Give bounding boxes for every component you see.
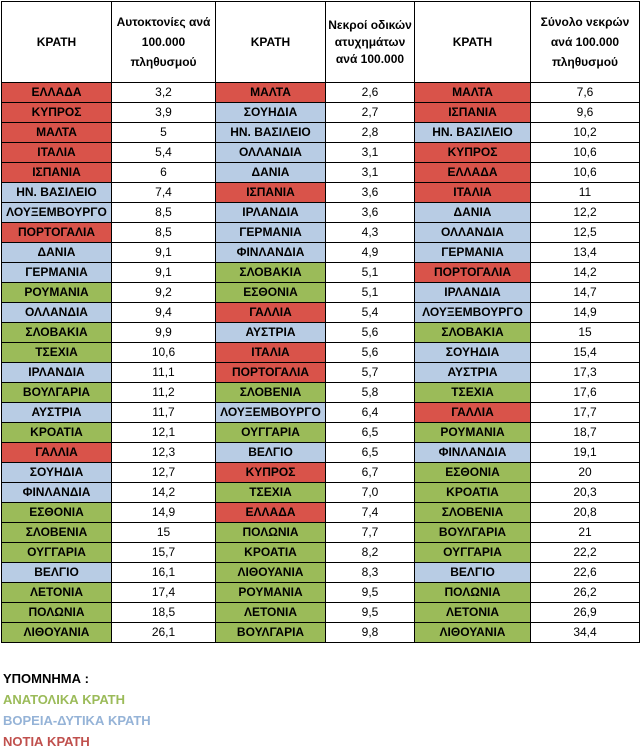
- value-cell-road-deaths: 7,4: [326, 503, 415, 523]
- table-row: [2, 583, 640, 603]
- country-cell-suicides: ΚΥΠΡΟΣ: [2, 103, 112, 123]
- country-cell-suicides: ΑΥΣΤΡΙΑ: [2, 403, 112, 423]
- table-row: [2, 423, 640, 443]
- country-cell-suicides: ΠΟΡΤΟΓΑΛΙΑ: [2, 223, 112, 243]
- value-cell-suicides: 11,7: [112, 403, 216, 423]
- value-cell-road-deaths: 3,1: [326, 143, 415, 163]
- value-cell-suicides: 9,2: [112, 283, 216, 303]
- country-cell-total-deaths: ΙΣΠΑΝΙΑ: [415, 103, 531, 123]
- country-cell-total-deaths: ΜΑΛΤΑ: [415, 83, 531, 103]
- value-cell-road-deaths: 9,5: [326, 583, 415, 603]
- value-cell-suicides: 8,5: [112, 223, 216, 243]
- value-cell-total-deaths: 19,1: [531, 443, 640, 463]
- table-row: [2, 123, 640, 143]
- value-cell-road-deaths: 4,3: [326, 223, 415, 243]
- value-cell-total-deaths: 14,9: [531, 303, 640, 323]
- value-cell-total-deaths: 15: [531, 323, 640, 343]
- country-cell-road-deaths: ΙΣΠΑΝΙΑ: [216, 183, 326, 203]
- value-cell-suicides: 5,4: [112, 143, 216, 163]
- value-cell-suicides: 26,1: [112, 623, 216, 643]
- country-cell-total-deaths: ΠΟΡΤΟΓΑΛΙΑ: [415, 263, 531, 283]
- header-suicides: Αυτοκτονίες ανά 100.000 πληθυσμού: [112, 2, 216, 83]
- country-cell-total-deaths: ΡΟΥΜΑΝΙΑ: [415, 423, 531, 443]
- value-cell-road-deaths: 7,7: [326, 523, 415, 543]
- value-cell-total-deaths: 7,6: [531, 83, 640, 103]
- country-cell-total-deaths: ΣΛΟΒΑΚΙΑ: [415, 323, 531, 343]
- table-header: [2, 2, 640, 83]
- country-cell-total-deaths: ΓΕΡΜΑΝΙΑ: [415, 243, 531, 263]
- country-cell-total-deaths: ΙΤΑΛΙΑ: [415, 183, 531, 203]
- table-row: [2, 563, 640, 583]
- value-cell-road-deaths: 5,7: [326, 363, 415, 383]
- country-cell-total-deaths: ΕΛΛΑΔΑ: [415, 163, 531, 183]
- table-row: [2, 283, 640, 303]
- value-cell-suicides: 12,1: [112, 423, 216, 443]
- value-cell-total-deaths: 14,7: [531, 283, 640, 303]
- country-cell-total-deaths: ΛΟΥΞΕΜΒΟΥΡΓΟ: [415, 303, 531, 323]
- legend: [3, 668, 151, 752]
- value-cell-road-deaths: 2,6: [326, 83, 415, 103]
- value-cell-road-deaths: 2,8: [326, 123, 415, 143]
- country-cell-road-deaths: ΛΙΘΟΥΑΝΙΑ: [216, 563, 326, 583]
- header-states-1: ΚΡΑΤΗ: [2, 2, 112, 83]
- value-cell-suicides: 11,2: [112, 383, 216, 403]
- value-cell-total-deaths: 10,6: [531, 163, 640, 183]
- value-cell-suicides: 16,1: [112, 563, 216, 583]
- value-cell-road-deaths: 9,8: [326, 623, 415, 643]
- table-row: [2, 243, 640, 263]
- table-row: [2, 463, 640, 483]
- country-cell-road-deaths: ΦΙΝΛΑΝΔΙΑ: [216, 243, 326, 263]
- value-cell-suicides: 6: [112, 163, 216, 183]
- table-row: [2, 503, 640, 523]
- country-cell-suicides: ΒΕΛΓΙΟ: [2, 563, 112, 583]
- table-row: [2, 383, 640, 403]
- table-row: [2, 303, 640, 323]
- country-cell-total-deaths: ΒΟΥΛΓΑΡΙΑ: [415, 523, 531, 543]
- value-cell-road-deaths: 2,7: [326, 103, 415, 123]
- value-cell-road-deaths: 4,9: [326, 243, 415, 263]
- value-cell-total-deaths: 20: [531, 463, 640, 483]
- value-cell-road-deaths: 5,6: [326, 343, 415, 363]
- country-cell-road-deaths: ΕΛΛΑΔΑ: [216, 503, 326, 523]
- table-row: [2, 523, 640, 543]
- country-cell-suicides: ΓΕΡΜΑΝΙΑ: [2, 263, 112, 283]
- country-cell-suicides: ΛΕΤΟΝΙΑ: [2, 583, 112, 603]
- country-cell-road-deaths: ΚΥΠΡΟΣ: [216, 463, 326, 483]
- country-cell-suicides: ΣΛΟΒΕΝΙΑ: [2, 523, 112, 543]
- country-cell-total-deaths: ΒΕΛΓΙΟ: [415, 563, 531, 583]
- value-cell-suicides: 8,5: [112, 203, 216, 223]
- value-cell-road-deaths: 6,4: [326, 403, 415, 423]
- value-cell-suicides: 3,2: [112, 83, 216, 103]
- country-cell-total-deaths: ΣΟΥΗΔΙΑ: [415, 343, 531, 363]
- country-cell-suicides: ΤΣΕΧΙΑ: [2, 343, 112, 363]
- header-states-2: ΚΡΑΤΗ: [216, 2, 326, 83]
- table-row: [2, 403, 640, 423]
- table-row: [2, 343, 640, 363]
- country-cell-total-deaths: ΚΥΠΡΟΣ: [415, 143, 531, 163]
- table-body: [2, 83, 640, 643]
- value-cell-suicides: 18,5: [112, 603, 216, 623]
- value-cell-road-deaths: 9,5: [326, 603, 415, 623]
- value-cell-suicides: 7,4: [112, 183, 216, 203]
- value-cell-road-deaths: 5,6: [326, 323, 415, 343]
- value-cell-road-deaths: 5,1: [326, 263, 415, 283]
- table-row: [2, 103, 640, 123]
- country-cell-road-deaths: ΣΛΟΒΑΚΙΑ: [216, 263, 326, 283]
- country-cell-suicides: ΡΟΥΜΑΝΙΑ: [2, 283, 112, 303]
- country-cell-suicides: ΟΛΛΑΝΔΙΑ: [2, 303, 112, 323]
- country-cell-road-deaths: ΤΣΕΧΙΑ: [216, 483, 326, 503]
- country-cell-road-deaths: ΜΑΛΤΑ: [216, 83, 326, 103]
- table-row: [2, 203, 640, 223]
- country-cell-total-deaths: ΑΥΣΤΡΙΑ: [415, 363, 531, 383]
- country-cell-total-deaths: ΔΑΝΙΑ: [415, 203, 531, 223]
- value-cell-total-deaths: 20,8: [531, 503, 640, 523]
- table-row: [2, 543, 640, 563]
- value-cell-total-deaths: 12,2: [531, 203, 640, 223]
- value-cell-total-deaths: 9,6: [531, 103, 640, 123]
- country-cell-road-deaths: ΗΝ. ΒΑΣΙΛΕΙΟ: [216, 123, 326, 143]
- country-cell-road-deaths: ΒΕΛΓΙΟ: [216, 443, 326, 463]
- value-cell-suicides: 15,7: [112, 543, 216, 563]
- value-cell-suicides: 12,3: [112, 443, 216, 463]
- country-cell-suicides: ΚΡΟΑΤΙΑ: [2, 423, 112, 443]
- country-cell-road-deaths: ΛΟΥΞΕΜΒΟΥΡΓΟ: [216, 403, 326, 423]
- country-cell-total-deaths: ΣΛΟΒΕΝΙΑ: [415, 503, 531, 523]
- value-cell-total-deaths: 34,4: [531, 623, 640, 643]
- value-cell-total-deaths: 10,6: [531, 143, 640, 163]
- country-cell-total-deaths: ΛΕΤΟΝΙΑ: [415, 603, 531, 623]
- country-cell-road-deaths: ΕΣΘΟΝΙΑ: [216, 283, 326, 303]
- country-cell-road-deaths: ΡΟΥΜΑΝΙΑ: [216, 583, 326, 603]
- header-row: [2, 2, 640, 83]
- table-row: [2, 623, 640, 643]
- country-cell-road-deaths: ΔΑΝΙΑ: [216, 163, 326, 183]
- country-cell-road-deaths: ΓΑΛΛΙΑ: [216, 303, 326, 323]
- value-cell-total-deaths: 17,7: [531, 403, 640, 423]
- legend-northwest: ΒΟΡΕΙΑ-ΔΥΤΙΚΑ ΚΡΑΤΗ: [3, 713, 151, 728]
- value-cell-total-deaths: 13,4: [531, 243, 640, 263]
- value-cell-road-deaths: 8,2: [326, 543, 415, 563]
- value-cell-road-deaths: 3,6: [326, 203, 415, 223]
- table-row: [2, 143, 640, 163]
- value-cell-total-deaths: 18,7: [531, 423, 640, 443]
- value-cell-road-deaths: 5,1: [326, 283, 415, 303]
- country-cell-total-deaths: ΠΟΛΩΝΙΑ: [415, 583, 531, 603]
- value-cell-suicides: 9,1: [112, 263, 216, 283]
- value-cell-total-deaths: 21: [531, 523, 640, 543]
- table-row: [2, 363, 640, 383]
- country-cell-suicides: ΟΥΓΓΑΡΙΑ: [2, 543, 112, 563]
- country-cell-total-deaths: ΚΡΟΑΤΙΑ: [415, 483, 531, 503]
- country-cell-total-deaths: ΦΙΝΛΑΝΔΙΑ: [415, 443, 531, 463]
- country-cell-suicides: ΕΣΘΟΝΙΑ: [2, 503, 112, 523]
- country-cell-total-deaths: ΟΥΓΓΑΡΙΑ: [415, 543, 531, 563]
- table-row: [2, 483, 640, 503]
- value-cell-total-deaths: 11: [531, 183, 640, 203]
- value-cell-road-deaths: 6,5: [326, 423, 415, 443]
- country-cell-road-deaths: ΙΡΛΑΝΔΙΑ: [216, 203, 326, 223]
- table-row: [2, 163, 640, 183]
- value-cell-suicides: 9,1: [112, 243, 216, 263]
- legend-east: ΑΝΑΤΟΛΙΚΑ ΚΡΑΤΗ: [3, 692, 125, 707]
- country-cell-total-deaths: ΗΝ. ΒΑΣΙΛΕΙΟ: [415, 123, 531, 143]
- value-cell-total-deaths: 20,3: [531, 483, 640, 503]
- value-cell-suicides: 11,1: [112, 363, 216, 383]
- country-cell-road-deaths: ΣΛΟΒΕΝΙΑ: [216, 383, 326, 403]
- table-row: [2, 263, 640, 283]
- country-cell-road-deaths: ΟΛΛΑΝΔΙΑ: [216, 143, 326, 163]
- value-cell-suicides: 9,9: [112, 323, 216, 343]
- country-cell-total-deaths: ΟΛΛΑΝΔΙΑ: [415, 223, 531, 243]
- value-cell-suicides: 12,7: [112, 463, 216, 483]
- country-cell-total-deaths: ΓΑΛΛΙΑ: [415, 403, 531, 423]
- value-cell-total-deaths: 26,2: [531, 583, 640, 603]
- value-cell-road-deaths: 3,6: [326, 183, 415, 203]
- value-cell-suicides: 9,4: [112, 303, 216, 323]
- country-cell-road-deaths: ΚΡΟΑΤΙΑ: [216, 543, 326, 563]
- header-states-3: ΚΡΑΤΗ: [415, 2, 531, 83]
- country-cell-suicides: ΣΟΥΗΔΙΑ: [2, 463, 112, 483]
- country-cell-suicides: ΕΛΛΑΔΑ: [2, 83, 112, 103]
- value-cell-total-deaths: 22,2: [531, 543, 640, 563]
- table-row: [2, 223, 640, 243]
- value-cell-total-deaths: 12,5: [531, 223, 640, 243]
- country-cell-suicides: ΒΟΥΛΓΑΡΙΑ: [2, 383, 112, 403]
- value-cell-road-deaths: 5,8: [326, 383, 415, 403]
- legend-south: ΝΟΤΙΑ ΚΡΑΤΗ: [3, 734, 90, 749]
- country-cell-road-deaths: ΟΥΓΓΑΡΙΑ: [216, 423, 326, 443]
- table-row: [2, 323, 640, 343]
- country-cell-total-deaths: ΙΡΛΑΝΔΙΑ: [415, 283, 531, 303]
- country-cell-suicides: ΙΤΑΛΙΑ: [2, 143, 112, 163]
- country-cell-suicides: ΦΙΝΛΑΝΔΙΑ: [2, 483, 112, 503]
- country-cell-road-deaths: ΣΟΥΗΔΙΑ: [216, 103, 326, 123]
- value-cell-total-deaths: 15,4: [531, 343, 640, 363]
- statistics-table: [1, 1, 640, 643]
- country-cell-total-deaths: ΕΣΘΟΝΙΑ: [415, 463, 531, 483]
- country-cell-suicides: ΙΣΠΑΝΙΑ: [2, 163, 112, 183]
- country-cell-road-deaths: ΒΟΥΛΓΑΡΙΑ: [216, 623, 326, 643]
- legend-title: ΥΠΟΜΝΗΜΑ :: [3, 671, 89, 686]
- value-cell-total-deaths: 17,6: [531, 383, 640, 403]
- header-total-deaths: Σύνολο νεκρών ανά 100.000 πληθυσμού: [531, 2, 640, 83]
- country-cell-suicides: ΔΑΝΙΑ: [2, 243, 112, 263]
- value-cell-road-deaths: 7,0: [326, 483, 415, 503]
- value-cell-road-deaths: 3,1: [326, 163, 415, 183]
- country-cell-suicides: ΙΡΛΑΝΔΙΑ: [2, 363, 112, 383]
- country-cell-suicides: ΜΑΛΤΑ: [2, 123, 112, 143]
- value-cell-suicides: 15: [112, 523, 216, 543]
- value-cell-suicides: 14,2: [112, 483, 216, 503]
- value-cell-road-deaths: 8,3: [326, 563, 415, 583]
- country-cell-road-deaths: ΠΟΡΤΟΓΑΛΙΑ: [216, 363, 326, 383]
- value-cell-total-deaths: 26,9: [531, 603, 640, 623]
- value-cell-suicides: 5: [112, 123, 216, 143]
- country-cell-suicides: ΛΟΥΞΕΜΒΟΥΡΓΟ: [2, 203, 112, 223]
- table-row: [2, 603, 640, 623]
- country-cell-road-deaths: ΑΥΣΤΡΙΑ: [216, 323, 326, 343]
- value-cell-total-deaths: 17,3: [531, 363, 640, 383]
- country-cell-road-deaths: ΙΤΑΛΙΑ: [216, 343, 326, 363]
- value-cell-suicides: 17,4: [112, 583, 216, 603]
- country-cell-suicides: ΗΝ. ΒΑΣΙΛΕΙΟ: [2, 183, 112, 203]
- country-cell-suicides: ΛΙΘΟΥΑΝΙΑ: [2, 623, 112, 643]
- value-cell-total-deaths: 14,2: [531, 263, 640, 283]
- country-cell-road-deaths: ΓΕΡΜΑΝΙΑ: [216, 223, 326, 243]
- data-table-sheet: [1, 1, 639, 643]
- value-cell-total-deaths: 10,2: [531, 123, 640, 143]
- value-cell-road-deaths: 6,5: [326, 443, 415, 463]
- country-cell-total-deaths: ΛΙΘΟΥΑΝΙΑ: [415, 623, 531, 643]
- value-cell-total-deaths: 22,6: [531, 563, 640, 583]
- header-road-deaths: Νεκροί οδικών ατυχημάτων ανά 100.000: [326, 2, 415, 83]
- country-cell-suicides: ΠΟΛΩΝΙΑ: [2, 603, 112, 623]
- value-cell-suicides: 14,9: [112, 503, 216, 523]
- value-cell-road-deaths: 6,7: [326, 463, 415, 483]
- value-cell-suicides: 3,9: [112, 103, 216, 123]
- country-cell-suicides: ΣΛΟΒΑΚΙΑ: [2, 323, 112, 343]
- value-cell-road-deaths: 5,4: [326, 303, 415, 323]
- table-row: [2, 443, 640, 463]
- table-row: [2, 83, 640, 103]
- country-cell-total-deaths: ΤΣΕΧΙΑ: [415, 383, 531, 403]
- value-cell-suicides: 10,6: [112, 343, 216, 363]
- country-cell-suicides: ΓΑΛΛΙΑ: [2, 443, 112, 463]
- country-cell-road-deaths: ΛΕΤΟΝΙΑ: [216, 603, 326, 623]
- table-row: [2, 183, 640, 203]
- country-cell-road-deaths: ΠΟΛΩΝΙΑ: [216, 523, 326, 543]
